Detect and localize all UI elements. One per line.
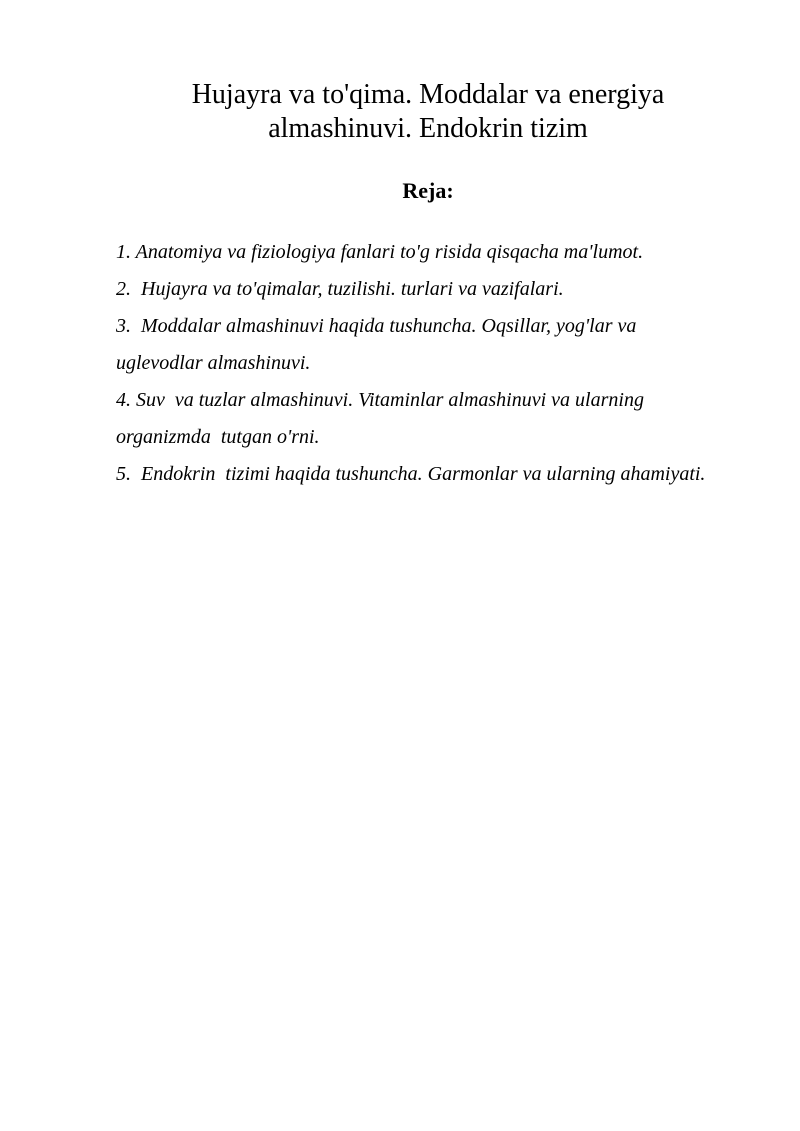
plan-heading: Reja: — [402, 178, 454, 203]
plan-item-1: 1. Anatomiya va fiziologiya fanlari to'g risida qisqacha ma'lumot. — [116, 241, 644, 263]
plan-item-3: 3. Moddalar almashinuvi haqida tushuncha. Oqsillar, yog'lar va uglevodlar almashinuvi. — [116, 315, 642, 374]
plan-item-4: 4. Suv va tuzlar almashinuvi. Vitaminlar almashinuvi va ularning organizmda tutgan o'rni. — [116, 389, 649, 448]
plan-item-2: 2. Hujayra va to'qimalar, tuzilishi. turlari va vazifalari. — [116, 278, 564, 300]
plan-list — [116, 234, 716, 493]
document-title-line-2: almashinuvi. Endokrin tizim — [268, 113, 588, 144]
document-title — [160, 78, 696, 146]
plan-item-5: 5. Endokrin tizimi haqida tushuncha. Garmonlar va ularning ahamiyati. — [116, 463, 706, 485]
document-title-line-1: Hujayra va to'qima. Moddalar va energiya — [191, 79, 665, 110]
